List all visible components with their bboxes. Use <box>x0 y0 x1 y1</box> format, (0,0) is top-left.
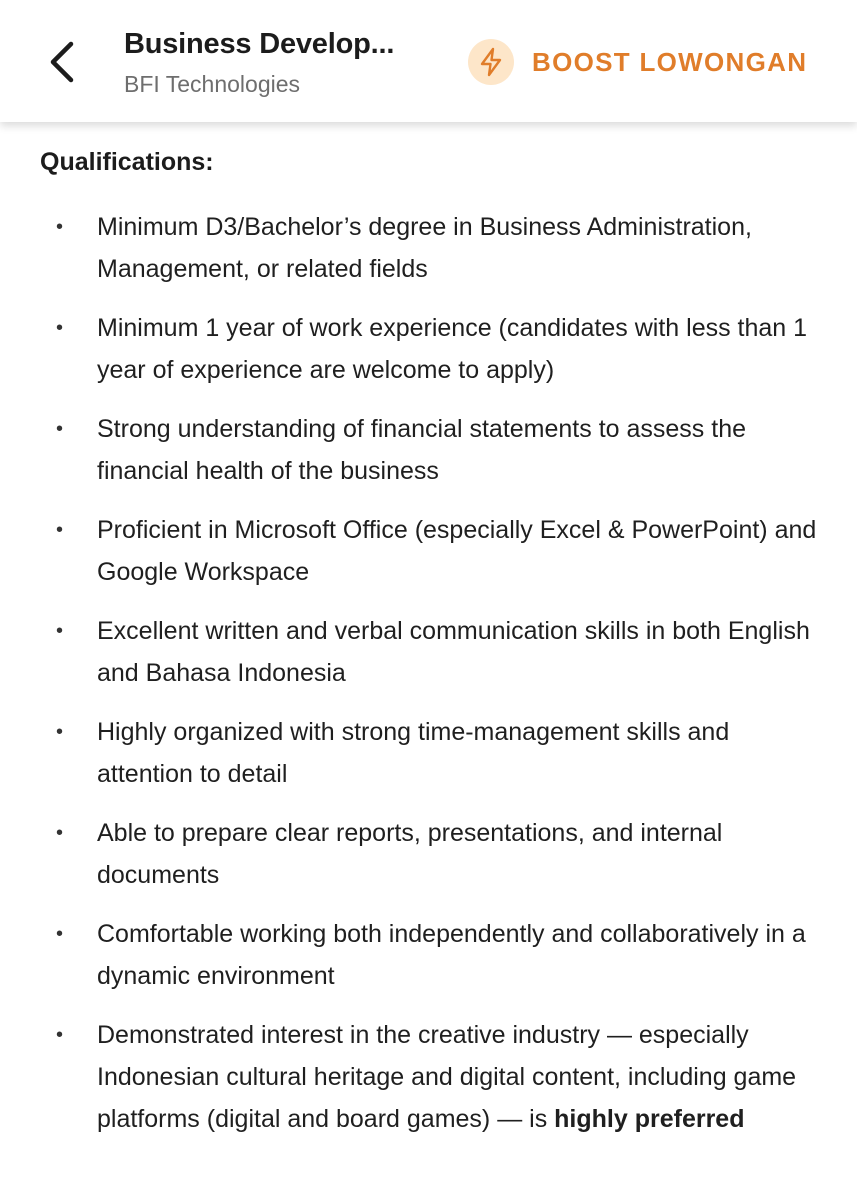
list-item <box>40 711 830 795</box>
lightning-icon <box>468 39 514 85</box>
list-item-text: Highly organized with strong time-management skills and attention to detail <box>97 718 730 788</box>
list-item <box>40 610 830 694</box>
bullet-icon: • <box>56 1024 64 1046</box>
bullet-icon: • <box>56 721 64 743</box>
list-item-text: Minimum 1 year of work experience (candidates with less than 1 year of experience are welcome to apply) <box>97 314 808 384</box>
bullet-icon: • <box>56 519 64 541</box>
list-item-text: Proficient in Microsoft Office (especially Excel & PowerPoint) and Google Workspace <box>97 516 817 586</box>
title-block <box>124 26 424 98</box>
boost-button-label: BOOST LOWONGAN <box>532 46 808 77</box>
bullet-icon: • <box>56 923 64 945</box>
qualifications-list <box>40 206 830 1140</box>
list-item-text-regular: Demonstrated interest in the creative industry — especially Indonesian cultural heritage and digital content, including game platforms (digital and board games) — is <box>97 1021 797 1133</box>
list-item-text: Excellent written and verbal communication skills in both English and Bahasa Indonesia <box>97 617 810 687</box>
list-item <box>40 509 830 593</box>
company-name: BFI Technologies <box>124 71 301 97</box>
list-item <box>40 1014 830 1140</box>
bullet-icon: • <box>56 317 64 339</box>
emphasis-text: highly preferred <box>554 1105 745 1133</box>
list-item <box>40 408 830 492</box>
list-item <box>40 307 830 391</box>
list-item <box>40 812 830 896</box>
list-item-text: Comfortable working both independently and collaboratively in a dynamic environment <box>97 920 806 990</box>
boost-button[interactable] <box>468 39 807 85</box>
chevron-left-icon <box>47 40 77 84</box>
bullet-icon: • <box>56 216 64 238</box>
list-item <box>40 206 830 290</box>
list-item <box>40 913 830 997</box>
list-item-text: Strong understanding of financial statements to assess the financial health of the business <box>97 415 746 485</box>
list-item-text: Minimum D3/Bachelor’s degree in Business Administration, Management, or related fields <box>97 213 752 283</box>
list-item-text <box>97 1021 796 1133</box>
job-description <box>40 140 830 1157</box>
app-bar <box>0 0 857 122</box>
list-item-text: Able to prepare clear reports, presentations, and internal documents <box>97 819 723 889</box>
bullet-icon: • <box>56 418 64 440</box>
bullet-icon: • <box>56 620 64 642</box>
bullet-icon: • <box>56 822 64 844</box>
section-title: Qualifications: <box>40 148 214 176</box>
back-button[interactable] <box>34 34 90 90</box>
page-title: Business Develop... <box>124 28 395 60</box>
